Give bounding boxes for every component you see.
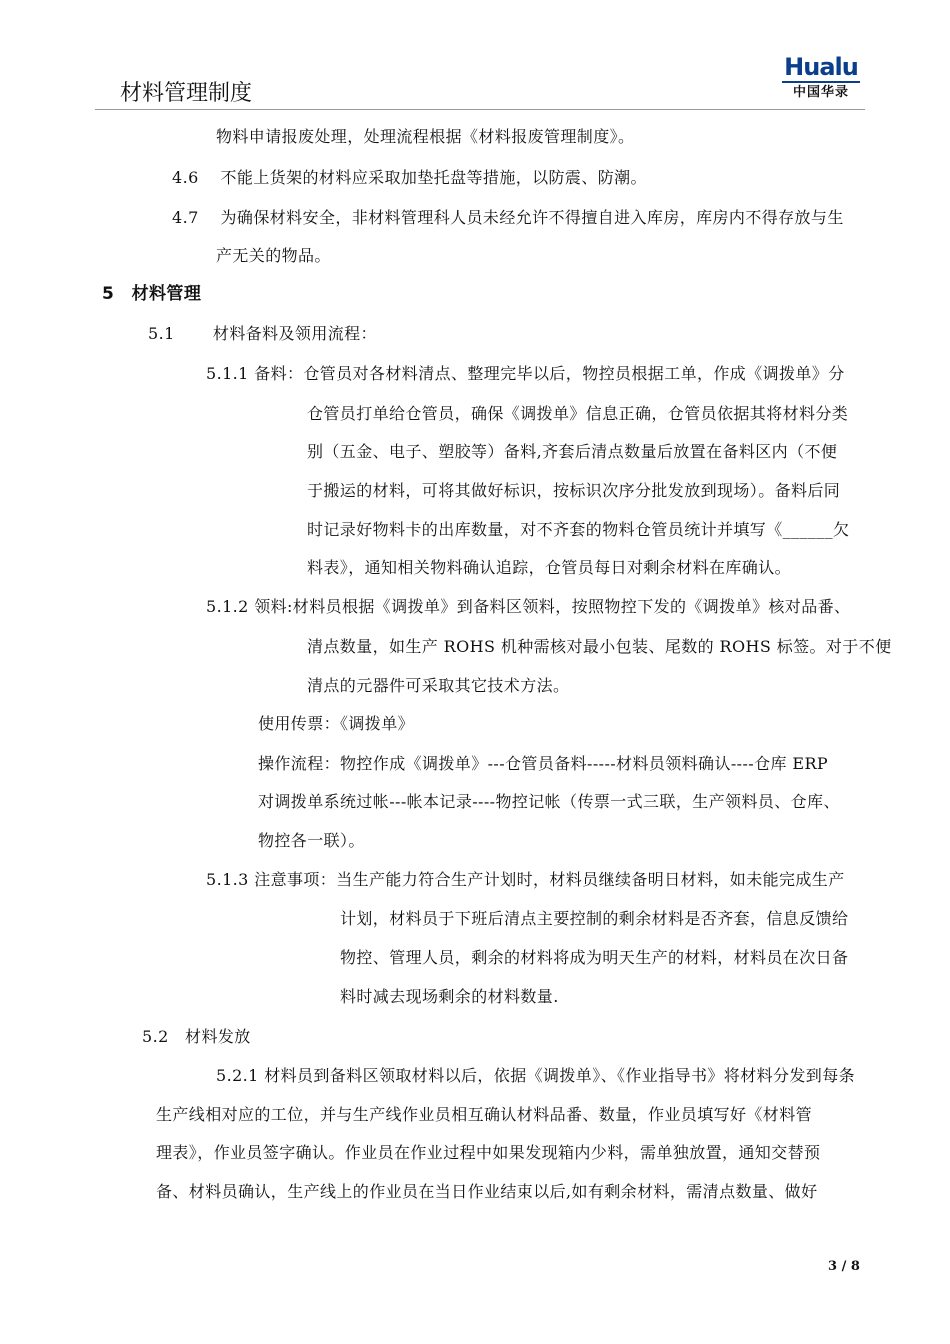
body-line: 物控各一联）。: [258, 831, 365, 850]
logo-brand-text: Hualu: [784, 53, 858, 81]
body-line: 对调拨单系统过帐---帐本记录----物控记帐（传票一式三联，生产领料员、仓库、: [258, 792, 840, 811]
subsection-heading: 5.2 材料发放: [142, 1027, 251, 1046]
body-line: 4.6 不能上货架的材料应采取加垫托盘等措施，以防震、防潮。: [172, 168, 647, 187]
body-line: 清点数量，如生产 ROHS 机种需核对最小包装、尾数的 ROHS 标签。对于不便: [307, 637, 892, 656]
body-line: 清点的元器件可采取其它技术方法。: [307, 676, 570, 695]
body-line: 操作流程：物控作成《调拨单》---仓管员备料-----材料员领料确认----仓库 ERP: [258, 754, 829, 773]
logo-cn-text: 中国华录: [792, 85, 849, 100]
page-number: 3 / 8: [828, 1259, 860, 1274]
body-line: 4.7 为确保材料安全，非材料管理科人员未经允许不得擅自进入库房，库房内不得存放与生: [172, 208, 844, 227]
body-line: 时记录好物料卡的出库数量，对不齐套的物料仓管员统计并填写《______欠: [307, 520, 850, 539]
body-line: 5.1.2 领料:材料员根据《调拨单》到备料区领料，按照物控下发的《调拨单》核对品番、: [206, 597, 851, 616]
logo-divider: [782, 81, 860, 83]
body-line: 计划，材料员于下班后清点主要控制的剩余材料是否齐套，信息反馈给: [340, 909, 849, 928]
body-line: 生产线相对应的工位，并与生产线作业员相互确认材料品番、数量，作业员填写好《材料管: [156, 1105, 813, 1124]
header-divider: [95, 109, 865, 110]
subsection-heading: 5.1 材料备料及领用流程：: [148, 324, 377, 343]
body-line: 5.1.3 注意事项：当生产能力符合生产计划时，材料员继续备明日材料，如未能完成生产: [206, 870, 845, 889]
body-line: 物控、管理人员，剩余的材料将成为明天生产的材料，材料员在次日备: [340, 948, 849, 967]
body-line: 料时减去现场剩余的材料数量.: [340, 987, 559, 1006]
body-line: 备、材料员确认，生产线上的作业员在当日作业结束以后,如有剩余材料，需清点数量、做好: [156, 1182, 818, 1201]
body-line: 于搬运的材料，可将其做好标识，按标识次序分批发放到现场）。备料后同: [307, 481, 841, 500]
body-line: 料表》，通知相关物料确认追踪，仓管员每日对剩余材料在库确认。: [307, 558, 792, 577]
body-line: 仓管员打单给仓管员，确保《调拨单》信息正确，仓管员依据其将材料分类: [307, 404, 849, 423]
body-line: 5.2.1 材料员到备料区领取材料以后，依据《调拨单》、《作业指导书》将材料分发到每条: [216, 1066, 855, 1085]
company-logo: [780, 54, 862, 102]
body-line: 理表》，作业员签字确认。作业员在作业过程中如果发现箱内少料，需单独放置，通知交替预: [156, 1143, 821, 1162]
section-heading: 5 材料管理: [102, 284, 202, 304]
body-line: 别（五金、电子、塑胶等）备料,齐套后清点数量后放置在备料区内（不便: [307, 442, 838, 461]
body-line: 使用传票：《调拨单》: [258, 714, 415, 733]
body-line: 物料申请报废处理，处理流程根据《材料报废管理制度》。: [216, 127, 635, 146]
document-title: 材料管理制度: [120, 81, 253, 106]
body-line: 产无关的物品。: [216, 246, 331, 265]
body-line: 5.1.1 备料：仓管员对各材料清点、整理完毕以后，物控员根据工单，作成《调拨单》分: [206, 364, 845, 383]
